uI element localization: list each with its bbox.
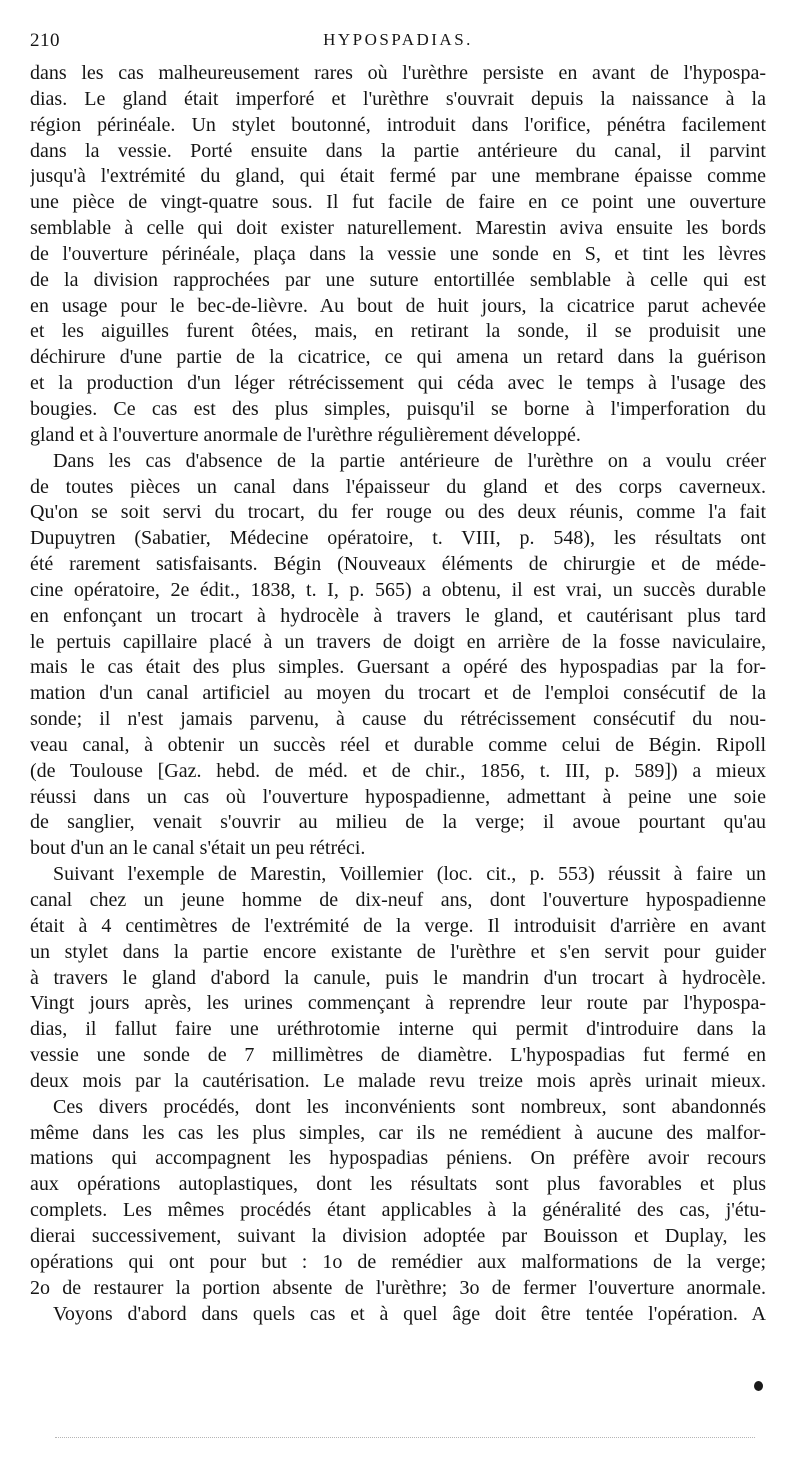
text-line: Vingt jours après, les urines commençant à reprendre leur route par l'hypospa- [30,992,766,1015]
text-line: semblable à celle qui doit exister naturellement. Marestin aviva ensuite les bords [30,217,766,240]
text-line: une pièce de vingt-quatre sous. Il fut facile de faire en ce point une ouverture [30,191,766,214]
body-text [30,61,766,1327]
text-line: en enfonçant un trocart à hydrocèle à travers le gland, et cautérisant plus tard [30,604,766,627]
text-line: et la production d'un léger rétrécissement qui céda avec le temps à l'usage des [30,372,766,395]
text-line: gland et à l'ouverture anormale de l'urèthre régulièrement développé. [30,423,581,446]
text-line: et les aiguilles furent ôtées, mais, en retirant la sonde, il se produisit une [30,320,766,343]
text-line: mations qui accompagnent les hypospadias péniens. On préfère avoir recours [30,1147,766,1170]
text-line: deux mois par la cautérisation. Le malade revu treize mois après urinait mieux. [30,1069,766,1092]
text-line: Dupuytren (Sabatier, Médecine opératoire, t. VIII, p. 548), les résultats ont [30,527,766,550]
text-line: jusqu'à l'extrémité du gland, qui était fermé par une membrane épaisse comme [30,165,766,188]
text-line: le pertuis capillaire placé à un travers de doigt en arrière de la fosse naviculaire, [30,630,766,653]
text-line: Ces divers procédés, dont les inconvénients sont nombreux, sont abandonnés [53,1095,766,1118]
page-header [30,30,766,60]
text-line: de toutes pièces un canal dans l'épaisseur du gland et des corps caverneux. [30,475,766,498]
text-line: de la division rapprochées par une suture entortillée semblable à celle qui est [30,268,766,291]
text-line: dias, il fallut faire une uréthrotomie interne qui permit d'introduire dans la [30,1018,766,1041]
page-number: 210 [30,30,60,51]
text-line: région périnéale. Un stylet boutonné, introduit dans l'orifice, pénétra facilement [30,113,766,136]
text-line: réussi dans un cas où l'ouverture hypospadienne, admettant à peine une soie [30,785,766,808]
text-line: bougies. Ce cas est des plus simples, puisqu'il se borne à l'imperforation du [30,397,766,420]
text-line: déchirure d'une partie de la cicatrice, ce qui amena un retard dans la guérison [30,346,766,369]
text-line: canal chez un jeune homme de dix-neuf ans, dont l'ouverture hypospadienne [30,889,766,911]
running-title: HYPOSPADIAS. [323,30,473,49]
text-line: dierai successivement, suivant la division adoptée par Bouisson et Duplay, les [30,1224,766,1247]
text-line: veau canal, à obtenir un succès réel et durable comme celui de Bégin. Ripoll [30,733,766,756]
text-line: cine opératoire, 2e édit., 1838, t. I, p. 565) a obtenu, il est vrai, un succès durable [30,578,766,601]
text-line: (de Toulouse [Gaz. hebd. de méd. et de chir., 1856, t. III, p. 589]) a mieux [30,759,766,782]
text-line: était à 4 centimètres de l'extrémité de la verge. Il introduisit d'arrière en avant [30,914,766,937]
text-line: Qu'on se soit servi du trocart, du fer rouge ou des deux réunis, comme l'a fait [30,501,766,524]
footer-rule [55,1437,755,1438]
text-line: opérations qui ont pour but : 1o de remédier aux malformations de la verge; [30,1250,766,1273]
text-line: vessie une sonde de 7 millimètres de diamètre. L'hypospadias fut fermé en [30,1044,766,1067]
text-line: de sanglier, venait s'ouvrir au milieu de la verge; il avoue pourtant qu'au [30,811,766,834]
text-line: 2o de restaurer la portion absente de l'urèthre; 3o de fermer l'ouverture anormale. [30,1276,766,1299]
text-line: Suivant l'exemple de Marestin, Voillemier (loc. cit., p. 553) réussit à faire un [53,863,766,886]
text-line: aux opérations autoplastiques, dont les résultats sont plus favorables et plus [30,1173,766,1196]
text-line: été rarement satisfaisants. Bégin (Nouveaux éléments de chirurgie et de méde- [30,553,766,576]
text-line: en usage pour le bec-de-lièvre. Au bout de huit jours, la cicatrice parut achevée [30,294,766,317]
text-line: Dans les cas d'absence de la partie antérieure de l'urèthre on a voulu créer [53,449,766,472]
ink-speck [754,1381,763,1391]
text-line: même dans les cas les plus simples, car ils ne remédient à aucune des malfor- [30,1121,766,1144]
text-line: mais le cas était des plus simples. Guersant a opéré des hypospadias par la for- [30,656,766,679]
text-line: dias. Le gland était imperforé et l'urèthre s'ouvrait depuis la naissance à la [30,87,766,110]
text-line: Voyons d'abord dans quels cas et à quel âge doit être tentée l'opération. A [53,1302,766,1325]
text-line: sonde; il n'est jamais parvenu, à cause du rétrécissement consécutif du nou- [30,708,766,731]
text-line: de l'ouverture périnéale, plaça dans la vessie une sonde en S, et tint les lèvres [30,242,766,265]
text-line: dans la vessie. Porté ensuite dans la partie antérieure du canal, il parvint [30,139,766,162]
text-line: dans les cas malheureusement rares où l'urèthre persiste en avant de l'hypospa- [30,62,766,84]
text-line: complets. Les mêmes procédés étant applicables à la généralité des cas, j'étu- [30,1199,766,1222]
text-line: mation d'un canal artificiel au moyen du trocart et de l'emploi consécutif de la [30,682,766,705]
text-line: à travers le gland d'abord la canule, puis le mandrin d'un trocart à hydrocèle. [30,966,766,989]
text-line: un stylet dans la partie encore existante de l'urèthre et s'en servit pour guider [30,940,766,963]
text-line: bout d'un an le canal s'était un peu rétréci. [30,837,366,860]
